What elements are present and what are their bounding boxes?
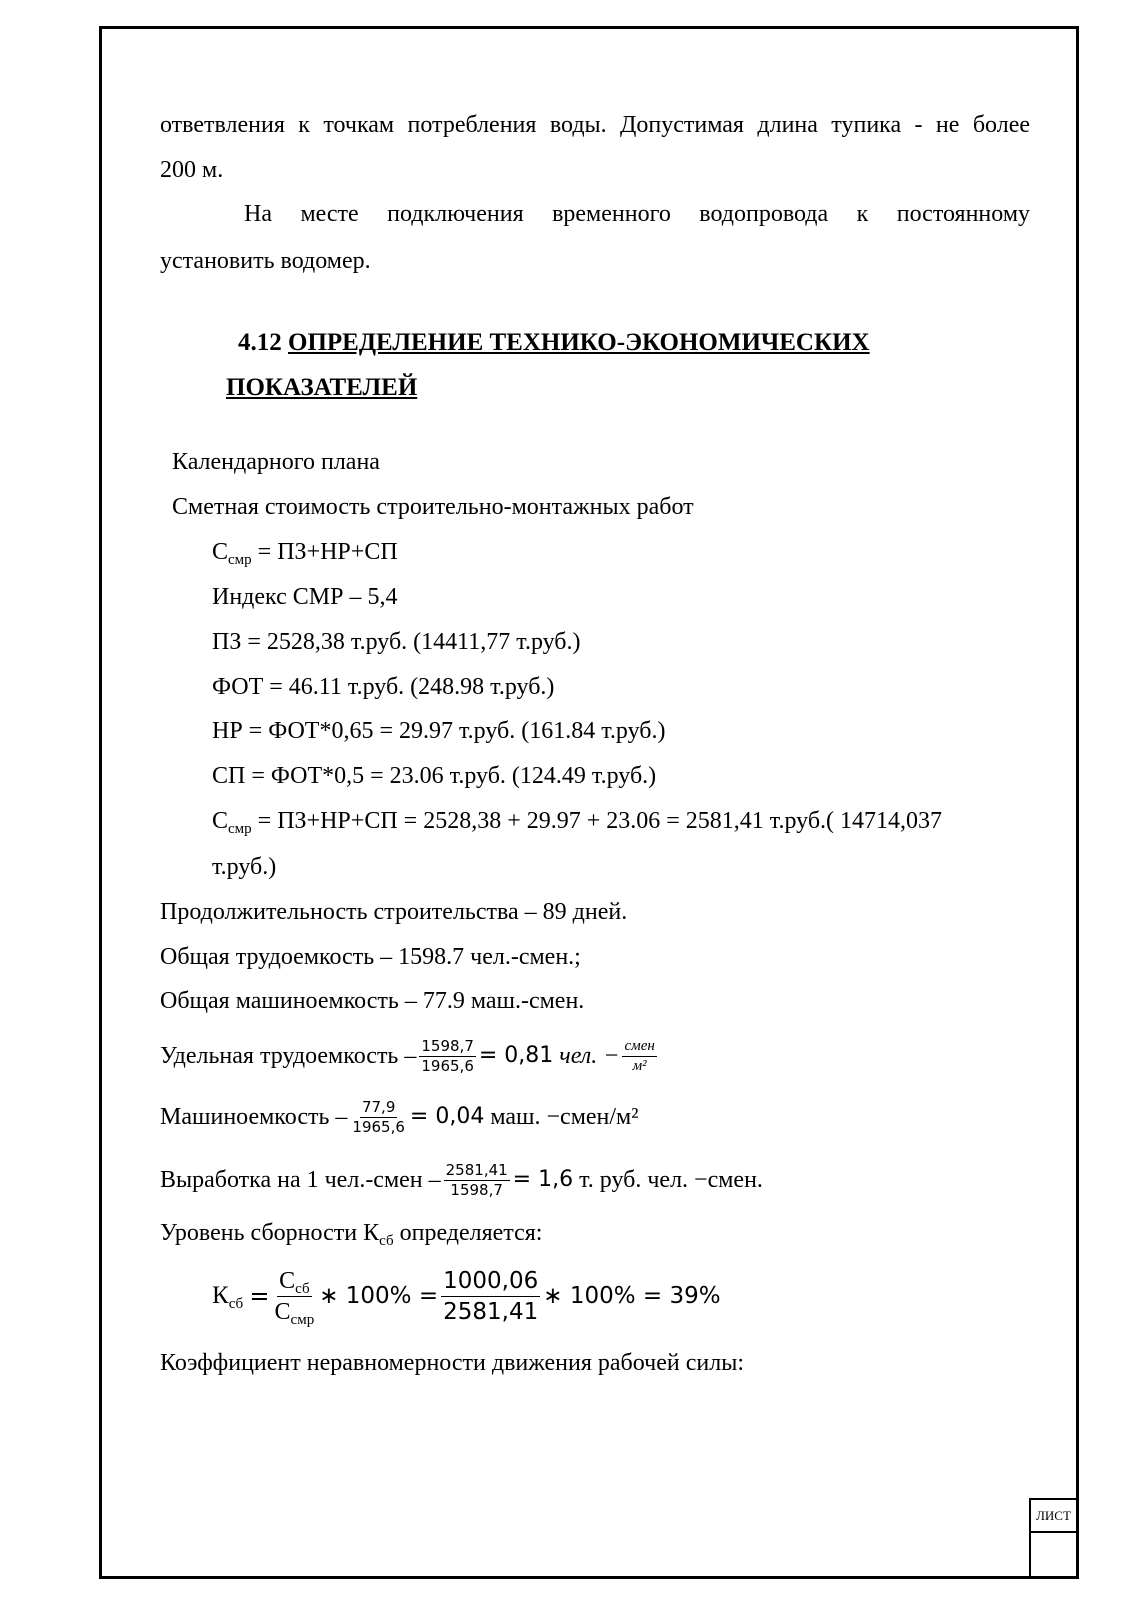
index-smr: Индекс СМР – 5,4	[212, 584, 398, 610]
paragraph-line: 200 м.	[160, 157, 224, 183]
section-number: 4.12	[238, 329, 282, 356]
labor-indicator: Общая трудоемкость – 1598.7 чел.-смен.;	[160, 944, 581, 970]
csmr-total-cont: т.руб.)	[212, 854, 277, 880]
fraction: $\frac{2581,41}{1598,7}$	[445, 1160, 508, 1199]
prefab-formula: $К_{сб}$ = $\frac{С_{сб}}{С_{смр}}$ ∗ 100% = $\frac{1000,06}{2581,41}$ ∗ 100% = 39%	[212, 1267, 721, 1328]
output-formula: Выработка на 1 чел.-смен – $\frac{2581,41}{1598,7}$ = 1,6 т. руб. чел. −смен.	[160, 1160, 763, 1199]
csmr-total: $С_{смр} = ПЗ+НР+СП = 2528,38 + 29.97 + 23.06 = 2581,41$ т.руб.( 14714,037	[212, 808, 943, 837]
fraction: $\frac{77,9}{1965,6}$	[352, 1097, 405, 1136]
fot-value: ФОТ = 46.11 т.руб. (248.98 т.руб.)	[212, 674, 555, 700]
hr-value: НР = ФОТ*0,65 = 29.97 т.руб. (161.84 т.руб.)	[212, 718, 666, 744]
estimate-cost-label: Сметная стоимость строительно-монтажных работ	[172, 494, 694, 520]
sp-value: СП = ФОТ*0,5 = 23.06 т.руб. (124.49 т.руб.)	[212, 763, 657, 789]
sheet-label: ЛИСТ	[1031, 1500, 1076, 1533]
fraction: $\frac{1000,06}{2581,41}$	[443, 1267, 539, 1325]
specific-labor-formula: Удельная трудоемкость – $\frac{1598,7}{1965,6}$ = 0,81 чел. − $\frac{\text{смен}}{\text{м²}}$	[160, 1036, 655, 1075]
paragraph-line: На месте подключения временного водопровода к постоянному	[244, 201, 1030, 227]
fraction: $\frac{1598,7}{1965,6}$	[421, 1036, 474, 1075]
paragraph-line: ответвления к точкам потребления воды. Допустимая длина тупика - не более	[160, 112, 1030, 138]
calendar-plan-label: Календарного плана	[172, 449, 380, 475]
section-heading	[238, 328, 870, 358]
section-heading-cont	[226, 373, 417, 403]
machine-indicator: Общая машиноемкость – 77.9 маш.-смен.	[160, 988, 585, 1014]
duration-indicator: Продолжительность строительства – 89 дней.	[160, 899, 628, 925]
machine-specific-formula: Машиноемкость – $\frac{77,9}{1965,6}$ = 0,04 маш. −смен/м²	[160, 1097, 639, 1136]
pz-value: ПЗ = 2528,38 т.руб. (14411,77 т.руб.)	[212, 629, 581, 655]
fraction: $\frac{С_{сб}}{С_{смр}}$	[274, 1267, 315, 1328]
formula-csmr: $С_{смр} = ПЗ+НР+СП$	[212, 539, 398, 568]
unit-fraction: $\frac{\text{смен}}{\text{м²}}$	[624, 1037, 655, 1074]
paragraph-line: установить водомер.	[160, 248, 371, 274]
unevenness-coefficient-label: Коэффициент неравномерности движения рабочей силы:	[160, 1350, 744, 1376]
section-title-line1: ОПРЕДЕЛЕНИЕ ТЕХНИКО-ЭКОНОМИЧЕСКИХ	[288, 329, 870, 356]
sheet-stamp	[1029, 1498, 1076, 1576]
prefab-level-label: Уровень сборности $К_{сб}$ определяется:	[160, 1220, 543, 1249]
section-title-line2: ПОКАЗАТЕЛЕЙ	[226, 374, 418, 401]
